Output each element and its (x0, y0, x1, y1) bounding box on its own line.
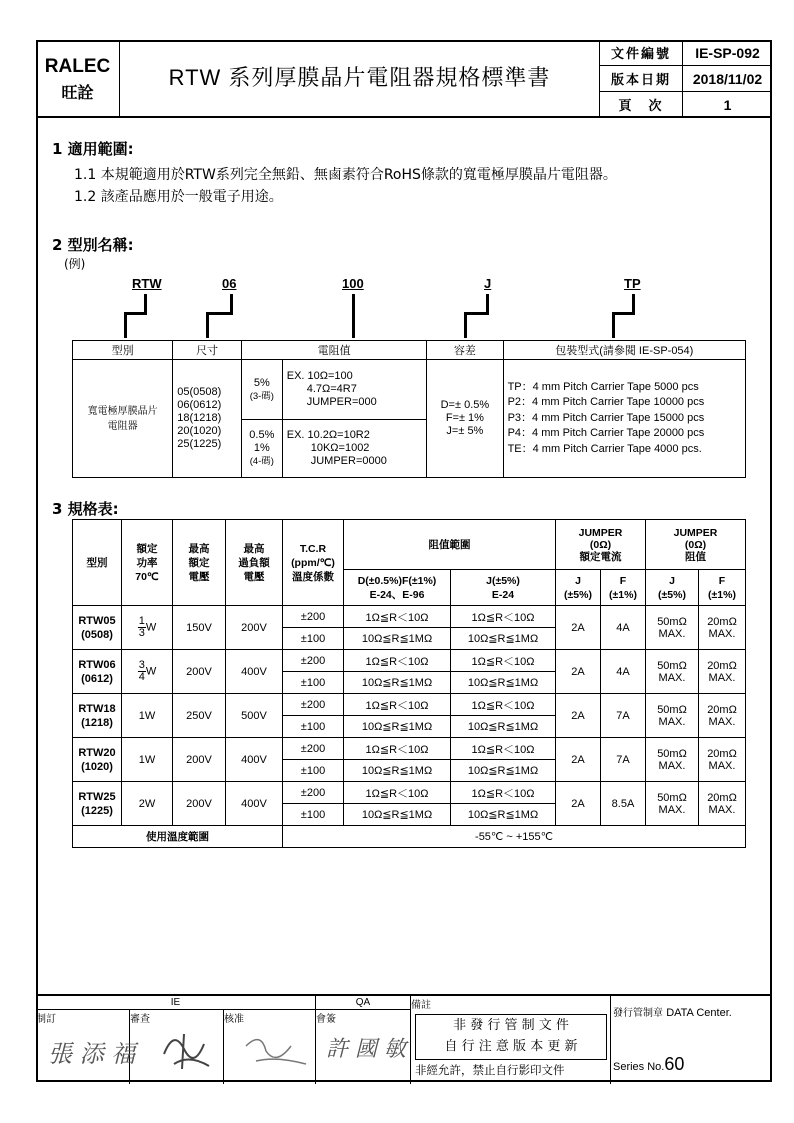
code-package: TP (624, 276, 641, 291)
row-tcr: ±100 (283, 716, 344, 738)
th-res-j: J (±5%) (646, 570, 699, 606)
company-logo (36, 40, 120, 116)
th-res-f: F (±1%) (699, 570, 746, 606)
th-jumper-resistance: JUMPER (0Ω) 阻值 (646, 520, 746, 570)
row-tcr: ±200 (283, 738, 344, 760)
footer-note: 備註 非 發 行 管 制 文 件 自 行 注 意 版 本 更 新 非經允許，禁止自行影印文件 (411, 996, 611, 1084)
row-max-voltage: 200V (173, 738, 226, 782)
row-range-df: 10Ω≦R≦1MΩ (344, 672, 451, 694)
section1-line2: 1.2 該產品應用於一般電子用途。 (74, 189, 283, 205)
approval-footer (36, 994, 772, 1084)
row-type: RTW20 (1020) (73, 738, 122, 782)
row-overload-voltage: 400V (226, 782, 283, 826)
th-range: 阻值範圍 (344, 520, 556, 570)
table-row (73, 738, 746, 760)
row-current-j: 2A (556, 606, 601, 650)
row-power: 1W (122, 694, 173, 738)
version-label: 版本日期 (600, 66, 683, 92)
row-current-f: 8.5A (601, 782, 646, 826)
footer-made: 制訂 (36, 1010, 130, 1084)
row-range-j: 10Ω≦R≦1MΩ (451, 672, 556, 694)
row-tcr: ±100 (283, 672, 344, 694)
row-max-voltage: 200V (173, 782, 226, 826)
row-current-j: 2A (556, 650, 601, 694)
row-overload-voltage: 200V (226, 606, 283, 650)
spec-table (72, 519, 746, 848)
example-label: (例) (64, 257, 86, 271)
document-title: RTW 系列厚膜晶片電阻器規格標準書 (120, 40, 600, 116)
row-tcr: ±200 (283, 606, 344, 628)
table-row (73, 650, 746, 672)
table-row (73, 694, 746, 716)
row-power: $\frac{3}{4}W$ (122, 650, 173, 694)
row-max-voltage: 150V (173, 606, 226, 650)
row-range-df: 10Ω≦R≦1MΩ (344, 716, 451, 738)
row-range-df: 10Ω≦R≦1MΩ (344, 628, 451, 650)
row-range-df: 1Ω≦R＜10Ω (344, 650, 451, 672)
row-current-j: 2A (556, 694, 601, 738)
section3-title: 3 規格表: (52, 500, 119, 518)
document-header (36, 40, 772, 118)
row-range-j: 1Ω≦R＜10Ω (451, 650, 556, 672)
row-current-j: 2A (556, 782, 601, 826)
footer-approve: 核准 (224, 1010, 316, 1084)
row-max-voltage: 250V (173, 694, 226, 738)
row-current-f: 4A (601, 650, 646, 694)
th-type: 型別 (73, 520, 122, 606)
hdr-type: 型別 (73, 341, 173, 360)
th-jumper-current: JUMPER (0Ω) 額定電流 (556, 520, 646, 570)
row-res-f: 20mΩ MAX. (699, 782, 746, 826)
doc-no-label: 文件編號 (600, 40, 683, 66)
row-range-j: 1Ω≦R＜10Ω (451, 782, 556, 804)
row-tcr: ±100 (283, 628, 344, 650)
table-row (73, 782, 746, 804)
temp-range-value: -55℃ ~ +155℃ (283, 826, 746, 848)
footer-ie: IE (36, 996, 316, 1010)
row-range-j: 10Ω≦R≦1MΩ (451, 628, 556, 650)
temp-range-label: 使用溫度範圍 (73, 826, 283, 848)
signature-approve (236, 1026, 316, 1076)
th-current-j: J (±5%) (556, 570, 601, 606)
table-row (73, 606, 746, 628)
code-type: RTW (132, 276, 162, 291)
row-type: RTW18 (1218) (73, 694, 122, 738)
section1-title: 1 適用範圍: (52, 140, 134, 158)
version-date: 2018/11/02 (683, 66, 773, 92)
row-current-j: 2A (556, 738, 601, 782)
row-res-j: 50mΩ MAX. (646, 606, 699, 650)
row-current-f: 7A (601, 694, 646, 738)
th-current-f: F (±1%) (601, 570, 646, 606)
tolerance-list: D=± 0.5% F=± 1% J=± 5% (427, 360, 503, 478)
row-max-voltage: 200V (173, 650, 226, 694)
row-range-df: 10Ω≦R≦1MΩ (344, 804, 451, 826)
code-tolerance: J (484, 276, 492, 291)
page-number: 1 (683, 92, 773, 118)
code-size: 06 (222, 276, 237, 291)
row-current-f: 4A (601, 606, 646, 650)
row-power: $\frac{1}{3}W$ (122, 606, 173, 650)
row-range-j: 10Ω≦R≦1MΩ (451, 716, 556, 738)
row-res-f: 20mΩ MAX. (699, 650, 746, 694)
row-power: 1W (122, 738, 173, 782)
th-power: 額定 功率 70℃ (122, 520, 173, 606)
code-resistance: 100 (342, 276, 364, 291)
footer-sign: 會簽 (316, 1010, 411, 1084)
hdr-tolerance: 容差 (427, 341, 503, 360)
type-desc: 寬電極厚膜晶片電阻器 (73, 360, 173, 478)
logo-en: RALEC (44, 56, 111, 77)
signature-made: 張 添 福 (48, 1040, 136, 1068)
row-overload-voltage: 400V (226, 738, 283, 782)
doc-no: IE-SP-092 (683, 40, 773, 66)
signature-review (154, 1024, 224, 1074)
row-tcr: ±100 (283, 804, 344, 826)
row-res-f: 20mΩ MAX. (699, 738, 746, 782)
row-range-j: 1Ω≦R＜10Ω (451, 694, 556, 716)
size-list: 05(0508) 06(0612) 18(1218) 20(1020) 25(1225) (173, 360, 242, 478)
logo-zh: 旺詮 (61, 83, 94, 102)
hdr-resistance: 電阻值 (241, 341, 426, 360)
digit4-cell: 0.5% 1% (4-碼) (241, 420, 282, 478)
digit3-cell: 5% (3-碼) (241, 360, 282, 420)
digit3-examples: EX. 10Ω=100 4.7Ω=4R7 JUMPER=000 (282, 360, 426, 420)
hdr-size: 尺寸 (173, 341, 242, 360)
row-res-j: 50mΩ MAX. (646, 738, 699, 782)
row-range-df: 1Ω≦R＜10Ω (344, 782, 451, 804)
row-res-f: 20mΩ MAX. (699, 606, 746, 650)
digit4-examples: EX. 10.2Ω=10R2 10KΩ=1002 JUMPER=0000 (282, 420, 426, 478)
row-res-j: 50mΩ MAX. (646, 694, 699, 738)
copy-warning: 非經允許，禁止自行影印文件 (415, 1063, 565, 1077)
row-type: RTW25 (1225) (73, 782, 122, 826)
control-stamp: 非 發 行 管 制 文 件 自 行 注 意 版 本 更 新 (415, 1014, 607, 1060)
row-type: RTW05 (0508) (73, 606, 122, 650)
row-res-j: 50mΩ MAX. (646, 650, 699, 694)
row-overload-voltage: 500V (226, 694, 283, 738)
th-range-df: D(±0.5%)F(±1%) E-24、E-96 (344, 570, 451, 606)
section2-title: 2 型別名稱: (52, 236, 134, 254)
section1-line1: 1.1 本規範適用於RTW系列完全無鉛、無鹵素符合RoHS條款的寬電極厚膜晶片電阻器。 (74, 167, 617, 183)
footer-issuer: 發行管制章 DATA Center. Series No.60 (613, 1007, 732, 1074)
th-range-j: J(±5%) E-24 (451, 570, 556, 606)
row-range-df: 1Ω≦R＜10Ω (344, 606, 451, 628)
hdr-package: 包裝型式(請參閱 IE-SP-054) (503, 341, 745, 360)
row-tcr: ±200 (283, 782, 344, 804)
signature-sign: 許 國 敏 (326, 1037, 406, 1062)
row-range-df: 10Ω≦R≦1MΩ (344, 760, 451, 782)
package-list: TP：4 mm Pitch Carrier Tape 5000 pcs P2：4 mm Pitch Carrier Tape 10000 pcs P3：4 mm Pitch Carrier Tape 15000 pcs P4：4 mm Pitch Carrier Tape 20000 pcs TE：4 mm Pitch Carrier Tape 4000 pcs. (503, 360, 745, 478)
row-range-j: 10Ω≦R≦1MΩ (451, 804, 556, 826)
row-range-df: 1Ω≦R＜10Ω (344, 694, 451, 716)
row-res-j: 50mΩ MAX. (646, 782, 699, 826)
row-range-j: 1Ω≦R＜10Ω (451, 738, 556, 760)
row-range-j: 1Ω≦R＜10Ω (451, 606, 556, 628)
footer-review: 審查 (130, 1010, 224, 1084)
type-designation-table (72, 340, 746, 478)
row-range-j: 10Ω≦R≦1MΩ (451, 760, 556, 782)
row-tcr: ±200 (283, 694, 344, 716)
th-overload-voltage: 最高 過負額 電壓 (226, 520, 283, 606)
row-current-f: 7A (601, 738, 646, 782)
row-res-f: 20mΩ MAX. (699, 694, 746, 738)
th-tcr: T.C.R (ppm/℃) 溫度係數 (283, 520, 344, 606)
document-meta (600, 40, 772, 116)
row-type: RTW06 (0612) (73, 650, 122, 694)
row-tcr: ±200 (283, 650, 344, 672)
th-max-voltage: 最高 額定 電壓 (173, 520, 226, 606)
row-power: 2W (122, 782, 173, 826)
footer-qa: QA (316, 996, 411, 1010)
page-label: 頁 次 (600, 92, 683, 118)
row-range-df: 1Ω≦R＜10Ω (344, 738, 451, 760)
row-tcr: ±100 (283, 760, 344, 782)
row-overload-voltage: 400V (226, 650, 283, 694)
